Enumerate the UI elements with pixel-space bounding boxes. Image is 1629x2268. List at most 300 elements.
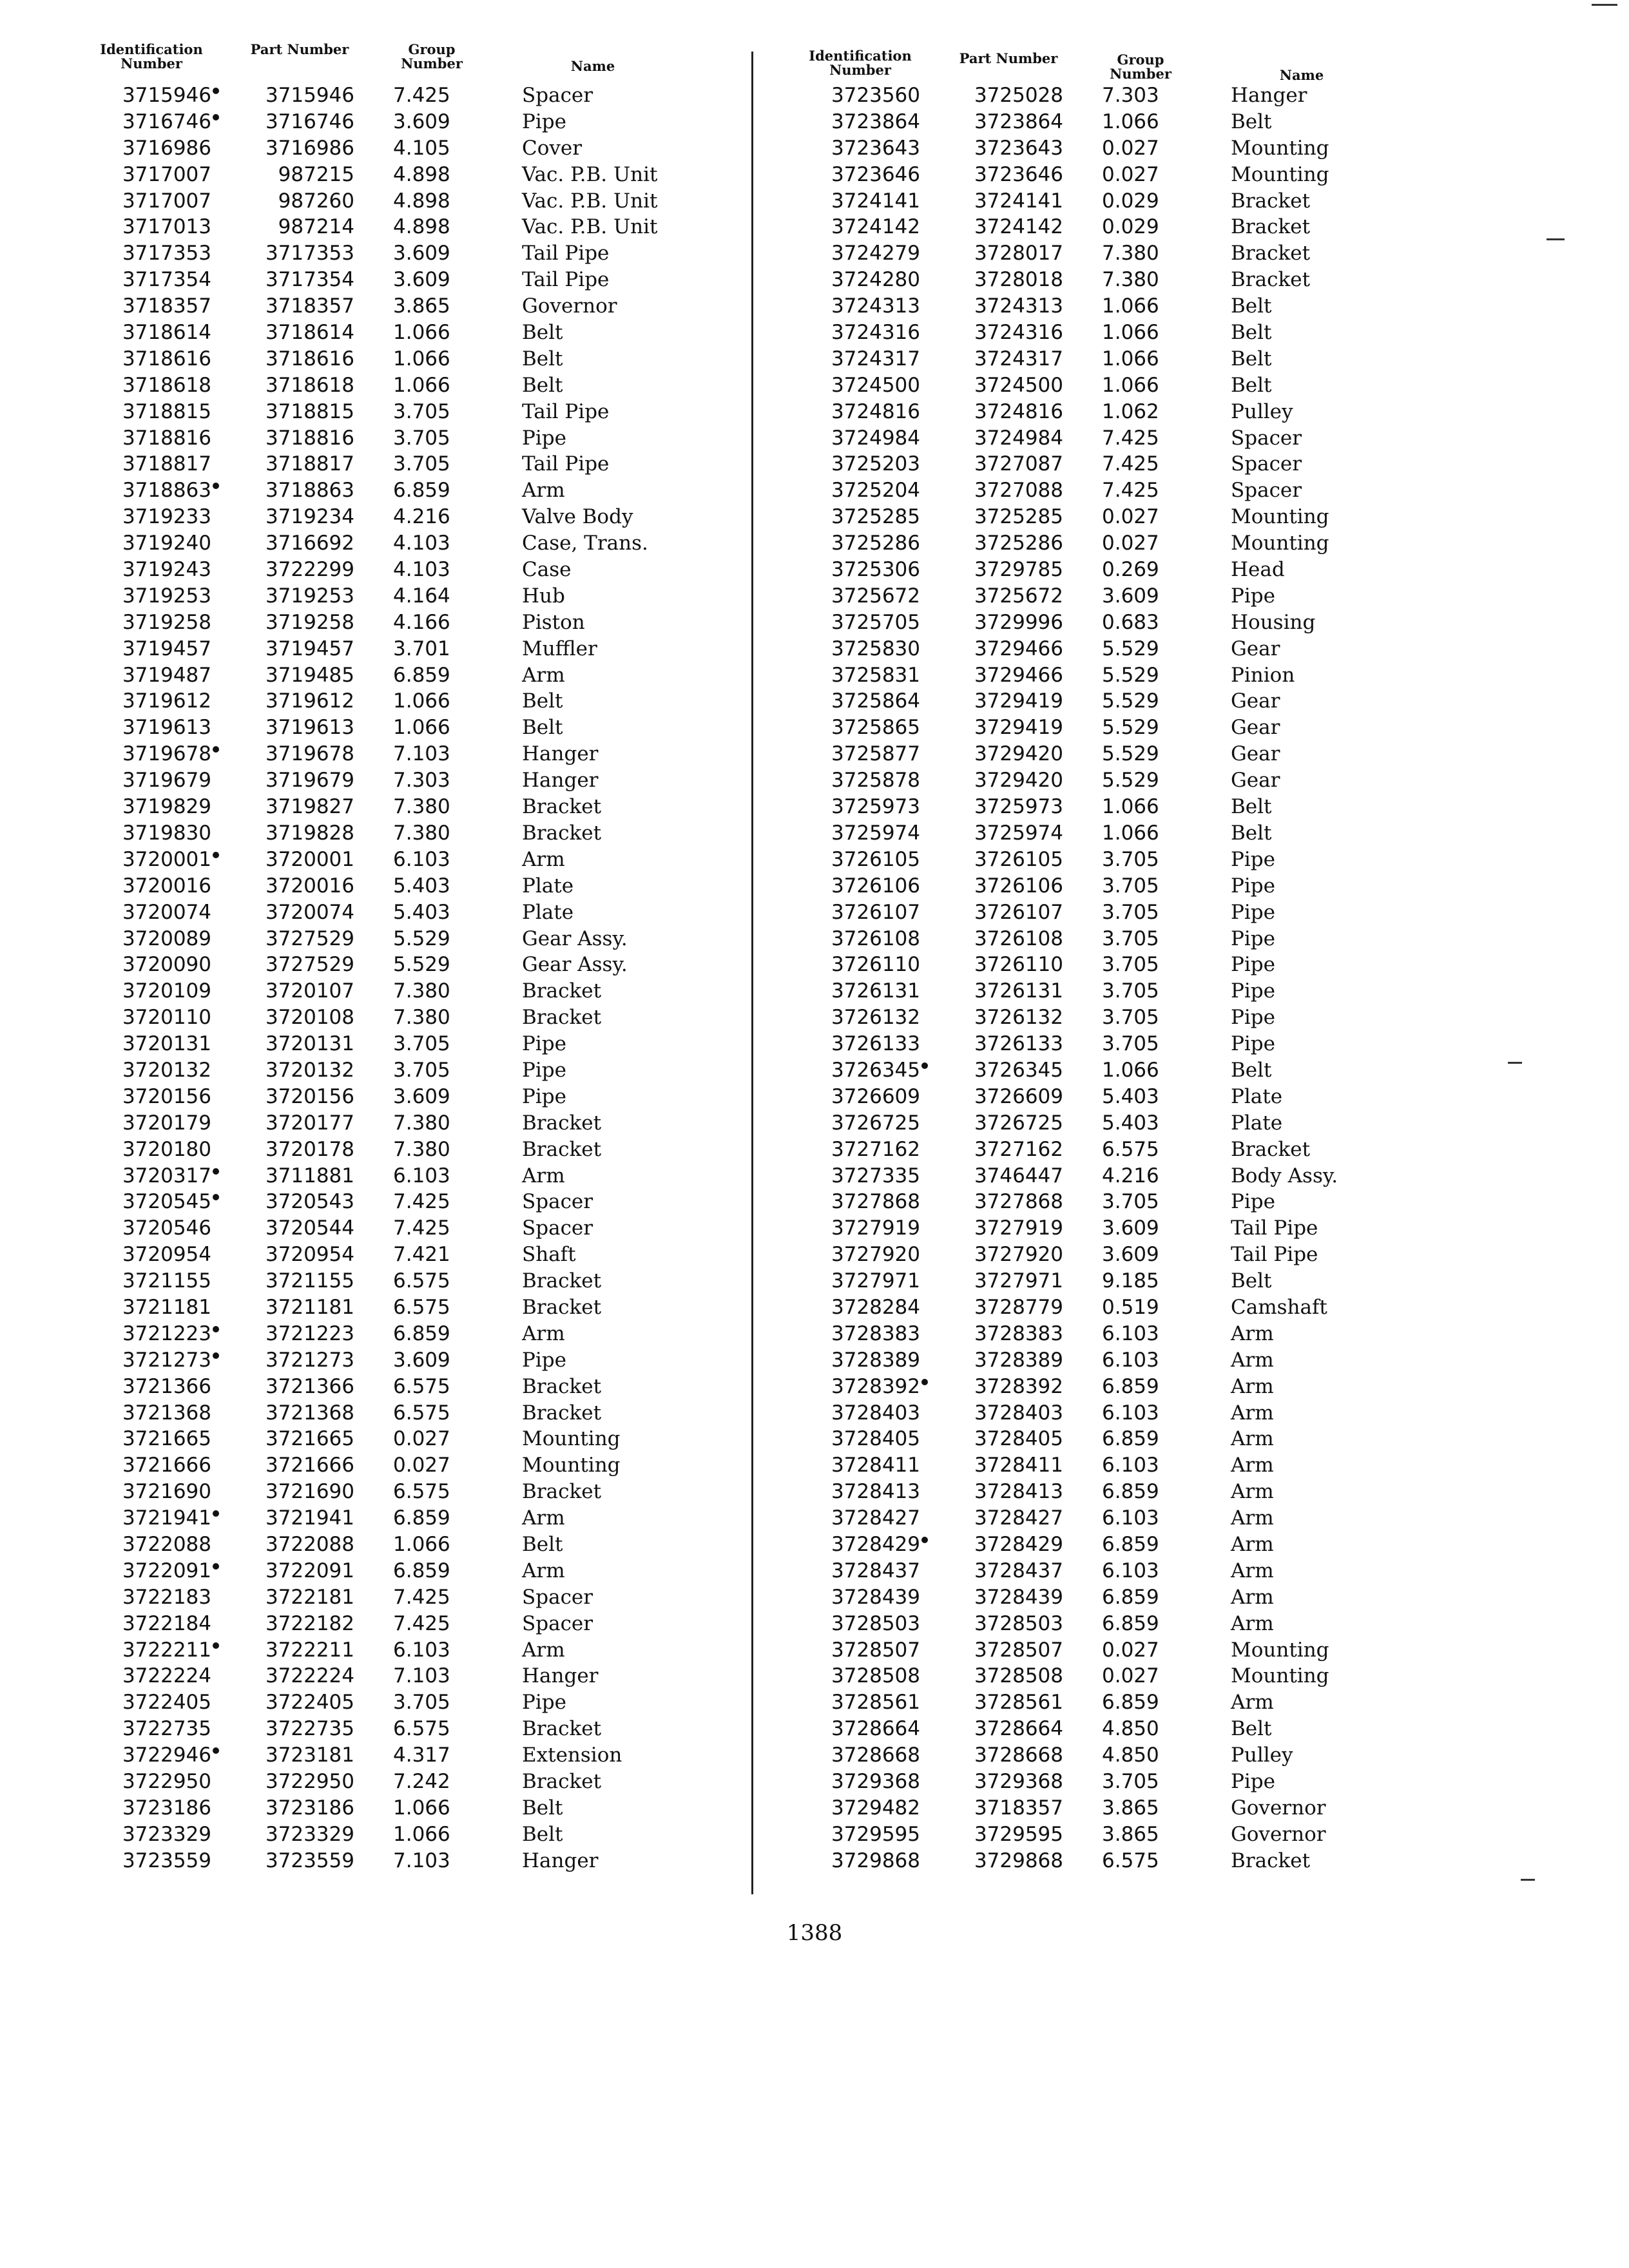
part-number: 3729420 [974, 742, 1063, 766]
id-text: 3722946 [122, 1744, 211, 1767]
part-name: Vac. P.B. Unit [522, 189, 658, 213]
id-text: 3725831 [831, 663, 920, 687]
part-number: 3720156 [265, 1084, 354, 1108]
part-number: 3719485 [265, 663, 354, 687]
bullet-marker [213, 1642, 219, 1649]
part-name: Arm [522, 1321, 565, 1345]
part-number: 3725973 [974, 795, 1063, 819]
identification-number [84, 399, 219, 425]
id-text: 3725306 [831, 558, 920, 582]
bullet-marker [213, 1563, 219, 1570]
id-text: 3724984 [831, 426, 920, 450]
identification-number [84, 899, 219, 926]
part-number: 3723329 [265, 1822, 354, 1846]
part-number: 3724500 [974, 373, 1063, 397]
identification-number [793, 162, 928, 188]
id-text: 3728389 [831, 1348, 920, 1372]
identification-number [84, 346, 219, 372]
part-number: 3729419 [974, 689, 1063, 713]
part-name: Piston [522, 610, 585, 634]
part-number: 3721368 [265, 1401, 354, 1425]
part-number: 3728427 [974, 1506, 1063, 1530]
identification-number [793, 820, 928, 847]
group-number: 6.859 [393, 663, 450, 687]
group-number: 6.103 [1102, 1506, 1159, 1530]
id-text: 3726725 [831, 1111, 920, 1135]
identification-number [84, 873, 219, 899]
part-number: 3728507 [974, 1638, 1063, 1662]
part-number: 3721665 [265, 1427, 354, 1451]
identification-number [793, 1426, 928, 1452]
id-text: 3725285 [831, 505, 920, 529]
identification-number [793, 293, 928, 320]
identification-number [793, 1637, 928, 1664]
identification-number [793, 952, 928, 978]
group-number: 5.529 [1102, 769, 1159, 793]
identification-number [793, 82, 928, 109]
id-text: 3718817 [122, 452, 211, 476]
id-text: 3720132 [122, 1058, 211, 1082]
part-number: 3718618 [265, 373, 354, 397]
id-text: 3718618 [122, 373, 211, 397]
part-number: 3720131 [265, 1032, 354, 1056]
group-number: 1.066 [393, 689, 450, 713]
identification-number [84, 1611, 219, 1637]
part-name: Arm [1231, 1374, 1274, 1398]
identification-number [793, 557, 928, 583]
identification-number [793, 1400, 928, 1427]
bullet-marker [213, 483, 219, 489]
group-number: 4.164 [393, 584, 450, 608]
identification-number [84, 1242, 219, 1268]
header-identification-number: Identification Number [809, 48, 912, 78]
part-name: Pipe [1231, 1190, 1275, 1214]
group-number: 5.529 [1102, 742, 1159, 766]
part-number: 3725028 [974, 84, 1063, 107]
group-number: 7.380 [393, 1111, 450, 1135]
id-text: 3724142 [831, 215, 920, 239]
header-part-number: Part Number [250, 41, 349, 57]
id-text: 3725286 [831, 532, 920, 555]
bullet-marker [213, 746, 219, 753]
part-name: Belt [522, 689, 563, 713]
group-number: 0.027 [1102, 1638, 1159, 1662]
group-number: 3.705 [1102, 953, 1159, 977]
identification-number [84, 583, 219, 610]
id-text: 3728668 [831, 1744, 920, 1767]
part-name: Governor [522, 294, 617, 318]
id-text: 3728503 [831, 1611, 920, 1635]
part-name: Pipe [522, 1348, 566, 1372]
identification-number [84, 1137, 219, 1163]
bullet-marker [921, 1537, 928, 1543]
group-number: 1.066 [393, 1822, 450, 1846]
part-number: 3726105 [974, 847, 1063, 871]
header-group-number: Group Number [401, 41, 463, 72]
id-text: 3724816 [831, 399, 920, 423]
part-number: 3721273 [265, 1348, 354, 1372]
part-name: Arm [522, 847, 565, 871]
group-number: 7.103 [393, 1849, 450, 1872]
group-number: 3.705 [393, 1691, 450, 1715]
part-number: 3719828 [265, 821, 354, 845]
id-text: 3719679 [122, 769, 211, 793]
part-name: Hub [522, 584, 565, 608]
id-text: 3718357 [122, 294, 211, 318]
part-name: Case [522, 558, 572, 582]
group-number: 6.103 [393, 1638, 450, 1662]
part-name: Mounting [522, 1454, 621, 1477]
identification-number [793, 267, 928, 293]
id-text: 3720016 [122, 874, 211, 898]
identification-number [84, 1821, 219, 1848]
identification-number [793, 1848, 928, 1874]
part-name: Belt [522, 1796, 563, 1820]
part-name: Spacer [1231, 452, 1302, 476]
id-text: 3719253 [122, 584, 211, 608]
id-text: 3715946 [122, 84, 211, 107]
group-number: 7.380 [1102, 242, 1159, 265]
id-text: 3719830 [122, 821, 211, 845]
part-name: Pulley [1231, 1744, 1293, 1767]
part-name: Gear [1231, 742, 1280, 766]
identification-number [84, 320, 219, 346]
identification-number [84, 240, 219, 267]
part-name: Gear Assy. [522, 953, 628, 977]
id-text: 3717007 [122, 189, 211, 213]
identification-number [84, 1848, 219, 1874]
part-number: 3719234 [265, 505, 354, 529]
part-name: Plate [1231, 1084, 1283, 1108]
identification-number [793, 1689, 928, 1716]
part-number: 3726110 [974, 953, 1063, 977]
identification-number [793, 1742, 928, 1769]
part-number: 3720107 [265, 979, 354, 1003]
identification-number [793, 1611, 928, 1637]
part-number: 3726131 [974, 979, 1063, 1003]
part-name: Spacer [522, 1611, 593, 1635]
part-number: 3722088 [265, 1532, 354, 1556]
part-number: 3716746 [265, 110, 354, 133]
id-text: 3725705 [831, 610, 920, 634]
group-number: 3.701 [393, 637, 450, 660]
bullet-marker [213, 114, 219, 120]
group-number: 0.027 [1102, 532, 1159, 555]
id-text: 3728437 [831, 1559, 920, 1582]
id-text: 3720110 [122, 1006, 211, 1030]
part-name: Pinion [1231, 663, 1295, 687]
part-number: 3720132 [265, 1058, 354, 1082]
id-text: 3717353 [122, 242, 211, 265]
group-number: 6.103 [1102, 1348, 1159, 1372]
part-name: Spacer [522, 1585, 593, 1609]
part-name: Bracket [1231, 1849, 1311, 1872]
group-number: 3.705 [393, 1032, 450, 1056]
part-name: Belt [1231, 373, 1272, 397]
id-text: 3726105 [831, 847, 920, 871]
part-name: Body Assy. [1231, 1164, 1338, 1187]
id-text: 3720001 [122, 847, 211, 871]
identification-number [793, 1821, 928, 1848]
identification-number [84, 1347, 219, 1374]
part-number: 3719679 [265, 769, 354, 793]
id-text: 3720109 [122, 979, 211, 1003]
part-number: 3723646 [974, 162, 1063, 186]
group-number: 6.575 [393, 1374, 450, 1398]
identification-number [793, 636, 928, 662]
part-name: Bracket [522, 1137, 602, 1161]
identification-number [84, 1769, 219, 1795]
part-number: 3729996 [974, 610, 1063, 634]
scan-mark [1592, 4, 1617, 6]
header-group-number: Group Number [1110, 52, 1171, 82]
id-text: 3722405 [122, 1691, 211, 1715]
part-name: Mounting [1231, 1638, 1329, 1662]
id-text: 3718614 [122, 321, 211, 345]
part-number: 3727529 [265, 953, 354, 977]
part-number: 3725974 [974, 821, 1063, 845]
part-name: Mounting [1231, 162, 1329, 186]
part-number: 3726609 [974, 1084, 1063, 1108]
group-number: 6.859 [1102, 1585, 1159, 1609]
group-number: 3.705 [1102, 979, 1159, 1003]
group-number: 6.103 [1102, 1559, 1159, 1582]
group-number: 6.859 [1102, 1374, 1159, 1398]
group-number: 1.066 [393, 1532, 450, 1556]
id-text: 3728403 [831, 1401, 920, 1425]
identification-number [84, 767, 219, 794]
bullet-marker [921, 1062, 928, 1069]
identification-number [84, 530, 219, 557]
part-number: 3726132 [974, 1006, 1063, 1030]
part-number: 3721366 [265, 1374, 354, 1398]
identification-number [84, 1532, 219, 1558]
group-number: 3.705 [1102, 900, 1159, 924]
part-number: 3725285 [974, 505, 1063, 529]
part-number: 3728503 [974, 1611, 1063, 1635]
part-name: Arm [1231, 1454, 1274, 1477]
part-number: 3720543 [265, 1190, 354, 1214]
id-text: 3729595 [831, 1822, 920, 1846]
group-number: 1.066 [1102, 347, 1159, 370]
part-number: 3723643 [974, 136, 1063, 160]
part-number: 3726133 [974, 1032, 1063, 1056]
identification-number [793, 688, 928, 715]
id-text: 3721366 [122, 1374, 211, 1398]
group-number: 4.850 [1102, 1717, 1159, 1741]
group-number: 1.066 [393, 1796, 450, 1820]
group-number: 5.529 [1102, 716, 1159, 740]
group-number: 1.066 [1102, 1058, 1159, 1082]
group-number: 7.103 [393, 742, 450, 766]
part-name: Vac. P.B. Unit [522, 215, 658, 239]
group-number: 3.865 [1102, 1822, 1159, 1846]
group-number: 3.609 [393, 110, 450, 133]
id-text: 3719243 [122, 558, 211, 582]
part-number: 3728018 [974, 268, 1063, 292]
id-text: 3723329 [122, 1822, 211, 1846]
identification-number [84, 1637, 219, 1664]
id-text: 3728427 [831, 1506, 920, 1530]
part-number: 3718357 [265, 294, 354, 318]
part-name: Mounting [1231, 532, 1329, 555]
group-number: 1.066 [1102, 373, 1159, 397]
part-name: Bracket [522, 1111, 602, 1135]
id-text: 3723646 [831, 162, 920, 186]
identification-number [84, 1505, 219, 1532]
group-number: 3.705 [1102, 1006, 1159, 1030]
part-name: Pipe [522, 1032, 566, 1056]
part-name: Bracket [522, 1717, 602, 1741]
part-number: 3728508 [974, 1664, 1063, 1688]
id-text: 3726106 [831, 874, 920, 898]
id-text: 3723186 [122, 1796, 211, 1820]
id-text: 3719613 [122, 716, 211, 740]
group-number: 3.705 [1102, 1032, 1159, 1056]
part-number: 3718817 [265, 452, 354, 476]
bullet-marker [921, 1379, 928, 1385]
part-name: Plate [1231, 1111, 1283, 1135]
group-number: 6.859 [1102, 1480, 1159, 1504]
id-text: 3729368 [831, 1770, 920, 1793]
id-text: 3728429 [831, 1532, 920, 1556]
part-name: Pipe [1231, 847, 1275, 871]
part-name: Pipe [1231, 1770, 1275, 1793]
id-text: 3727335 [831, 1164, 920, 1187]
group-number: 7.421 [393, 1243, 450, 1267]
part-name: Tail Pipe [522, 452, 610, 476]
part-name: Hanger [522, 1849, 599, 1872]
id-text: 3719240 [122, 532, 211, 555]
identification-number [793, 399, 928, 425]
identification-number [793, 1242, 928, 1268]
part-name: Arm [1231, 1532, 1274, 1556]
id-text: 3719678 [122, 742, 211, 766]
part-number: 3722299 [265, 558, 354, 582]
part-name: Mounting [1231, 1664, 1329, 1688]
part-name: Bracket [1231, 268, 1311, 292]
part-name: Pipe [522, 110, 566, 133]
header-name: Name [570, 58, 615, 74]
identification-number [793, 1163, 928, 1189]
part-number: 3719253 [265, 584, 354, 608]
group-number: 3.865 [393, 294, 450, 318]
group-number: 3.705 [393, 452, 450, 476]
id-text: 3727868 [831, 1190, 920, 1214]
part-name: Tail Pipe [522, 399, 610, 423]
id-text: 3720179 [122, 1111, 211, 1135]
identification-number [84, 451, 219, 477]
part-number: 3718616 [265, 347, 354, 370]
group-number: 4.103 [393, 558, 450, 582]
part-name: Belt [522, 321, 563, 345]
identification-number [84, 82, 219, 109]
part-number: 3723181 [265, 1744, 354, 1767]
identification-number [793, 1004, 928, 1031]
identification-number [793, 873, 928, 899]
part-number: 3728561 [974, 1691, 1063, 1715]
id-text: 3726131 [831, 979, 920, 1003]
part-name: Head [1231, 558, 1285, 582]
group-number: 1.066 [1102, 795, 1159, 819]
part-name: Hanger [522, 769, 599, 793]
group-number: 7.425 [393, 84, 450, 107]
part-number: 3724816 [974, 399, 1063, 423]
part-name: Belt [1231, 821, 1272, 845]
part-name: Pipe [1231, 927, 1275, 950]
part-number: 3720001 [265, 847, 354, 871]
part-number: 3715946 [265, 84, 354, 107]
id-text: 3726609 [831, 1084, 920, 1108]
part-name: Bracket [522, 1480, 602, 1504]
bullet-marker [213, 1168, 219, 1175]
group-number: 3.705 [1102, 874, 1159, 898]
group-number: 0.269 [1102, 558, 1159, 582]
identification-number [84, 978, 219, 1004]
id-text: 3729482 [831, 1796, 920, 1820]
identification-number [793, 978, 928, 1004]
group-number: 3.609 [393, 1084, 450, 1108]
part-name: Bracket [1231, 1137, 1311, 1161]
part-number: 3723559 [265, 1849, 354, 1872]
id-text: 3723643 [831, 136, 920, 160]
part-number: 3722182 [265, 1611, 354, 1635]
identification-number [84, 636, 219, 662]
id-text: 3728392 [831, 1374, 920, 1398]
part-name: Arm [522, 1506, 565, 1530]
bullet-marker [213, 88, 219, 94]
part-number: 3718815 [265, 399, 354, 423]
group-number: 6.859 [1102, 1532, 1159, 1556]
id-text: 3716746 [122, 110, 211, 133]
part-number: 3721181 [265, 1295, 354, 1319]
page-number: 1388 [786, 1920, 843, 1946]
header-identification-number: Identification Number [100, 41, 203, 72]
id-text: 3724280 [831, 268, 920, 292]
part-number: 3726345 [974, 1058, 1063, 1082]
scan-mark [1521, 1879, 1535, 1881]
group-number: 1.066 [1102, 110, 1159, 133]
part-number: 3721941 [265, 1506, 354, 1530]
id-text: 3717354 [122, 268, 211, 292]
part-number: 3719613 [265, 716, 354, 740]
group-number: 0.027 [393, 1427, 450, 1451]
part-name: Mounting [1231, 136, 1329, 160]
part-name: Pipe [1231, 900, 1275, 924]
part-name: Hanger [1231, 84, 1307, 107]
part-name: Spacer [1231, 426, 1302, 450]
part-number: 3719612 [265, 689, 354, 713]
part-number: 3729595 [974, 1822, 1063, 1846]
id-text: 3728508 [831, 1664, 920, 1688]
group-number: 5.403 [1102, 1111, 1159, 1135]
group-number: 3.705 [1102, 1770, 1159, 1793]
identification-number [793, 1452, 928, 1479]
part-number: 3718816 [265, 426, 354, 450]
group-number: 4.216 [393, 505, 450, 529]
part-number: 3728779 [974, 1295, 1063, 1319]
id-text: 3727971 [831, 1269, 920, 1293]
id-text: 3719829 [122, 795, 211, 819]
part-name: Extension [522, 1744, 622, 1767]
part-name: Hanger [522, 742, 599, 766]
identification-number [793, 214, 928, 240]
identification-number [84, 1426, 219, 1452]
part-name: Bracket [522, 1295, 602, 1319]
id-text: 3726108 [831, 927, 920, 950]
id-text: 3726132 [831, 1006, 920, 1030]
identification-number [793, 1321, 928, 1347]
